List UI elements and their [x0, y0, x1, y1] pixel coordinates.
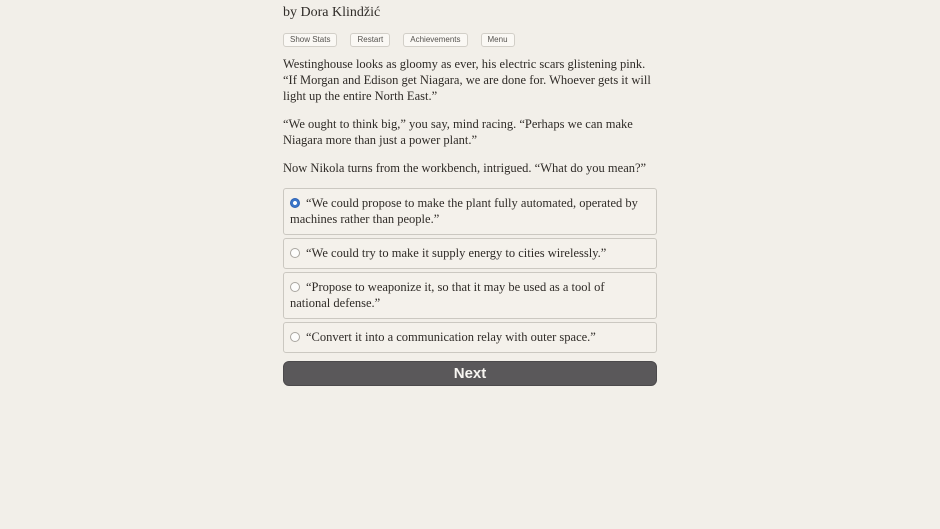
choice-label: “Convert it into a communication relay with outer space.” [306, 330, 596, 344]
story-paragraph: Westinghouse looks as gloomy as ever, his electric scars glistening pink. “If Morgan and Edison get Niagara, we are done for. Whoever gets it will light up the entire North East.” [283, 57, 651, 103]
author-byline: by Dora Klindžić [283, 5, 381, 20]
story-text [283, 56, 657, 176]
choice-list [283, 188, 657, 353]
choice-option-3[interactable] [283, 272, 657, 319]
choice-label: “Propose to weaponize it, so that it may be used as a tool of national defense.” [290, 280, 605, 310]
next-button[interactable]: Next [283, 361, 657, 386]
show-stats-button[interactable]: Show Stats [283, 33, 337, 47]
story-paragraph: Now Nikola turns from the workbench, intrigued. “What do you mean?” [283, 161, 647, 175]
choice-option-4[interactable] [283, 322, 657, 353]
choice-option-2[interactable] [283, 238, 657, 269]
radio-button-icon[interactable] [290, 282, 300, 292]
game-page [283, 0, 657, 386]
toolbar [283, 29, 657, 47]
menu-button[interactable]: Menu [481, 33, 515, 47]
choice-label: “We could try to make it supply energy to cities wirelessly.” [306, 246, 607, 260]
story-paragraph: “We ought to think big,” you say, mind racing. “Perhaps we can make Niagara more than just a power plant.” [283, 117, 633, 147]
achievements-button[interactable]: Achievements [403, 33, 467, 47]
radio-button-icon[interactable] [290, 198, 300, 208]
choice-label: “We could propose to make the plant fully automated, operated by machines rather than people.” [290, 196, 638, 226]
radio-button-icon[interactable] [290, 332, 300, 342]
radio-button-icon[interactable] [290, 248, 300, 258]
choice-option-1[interactable] [283, 188, 657, 235]
restart-button[interactable]: Restart [350, 33, 390, 47]
